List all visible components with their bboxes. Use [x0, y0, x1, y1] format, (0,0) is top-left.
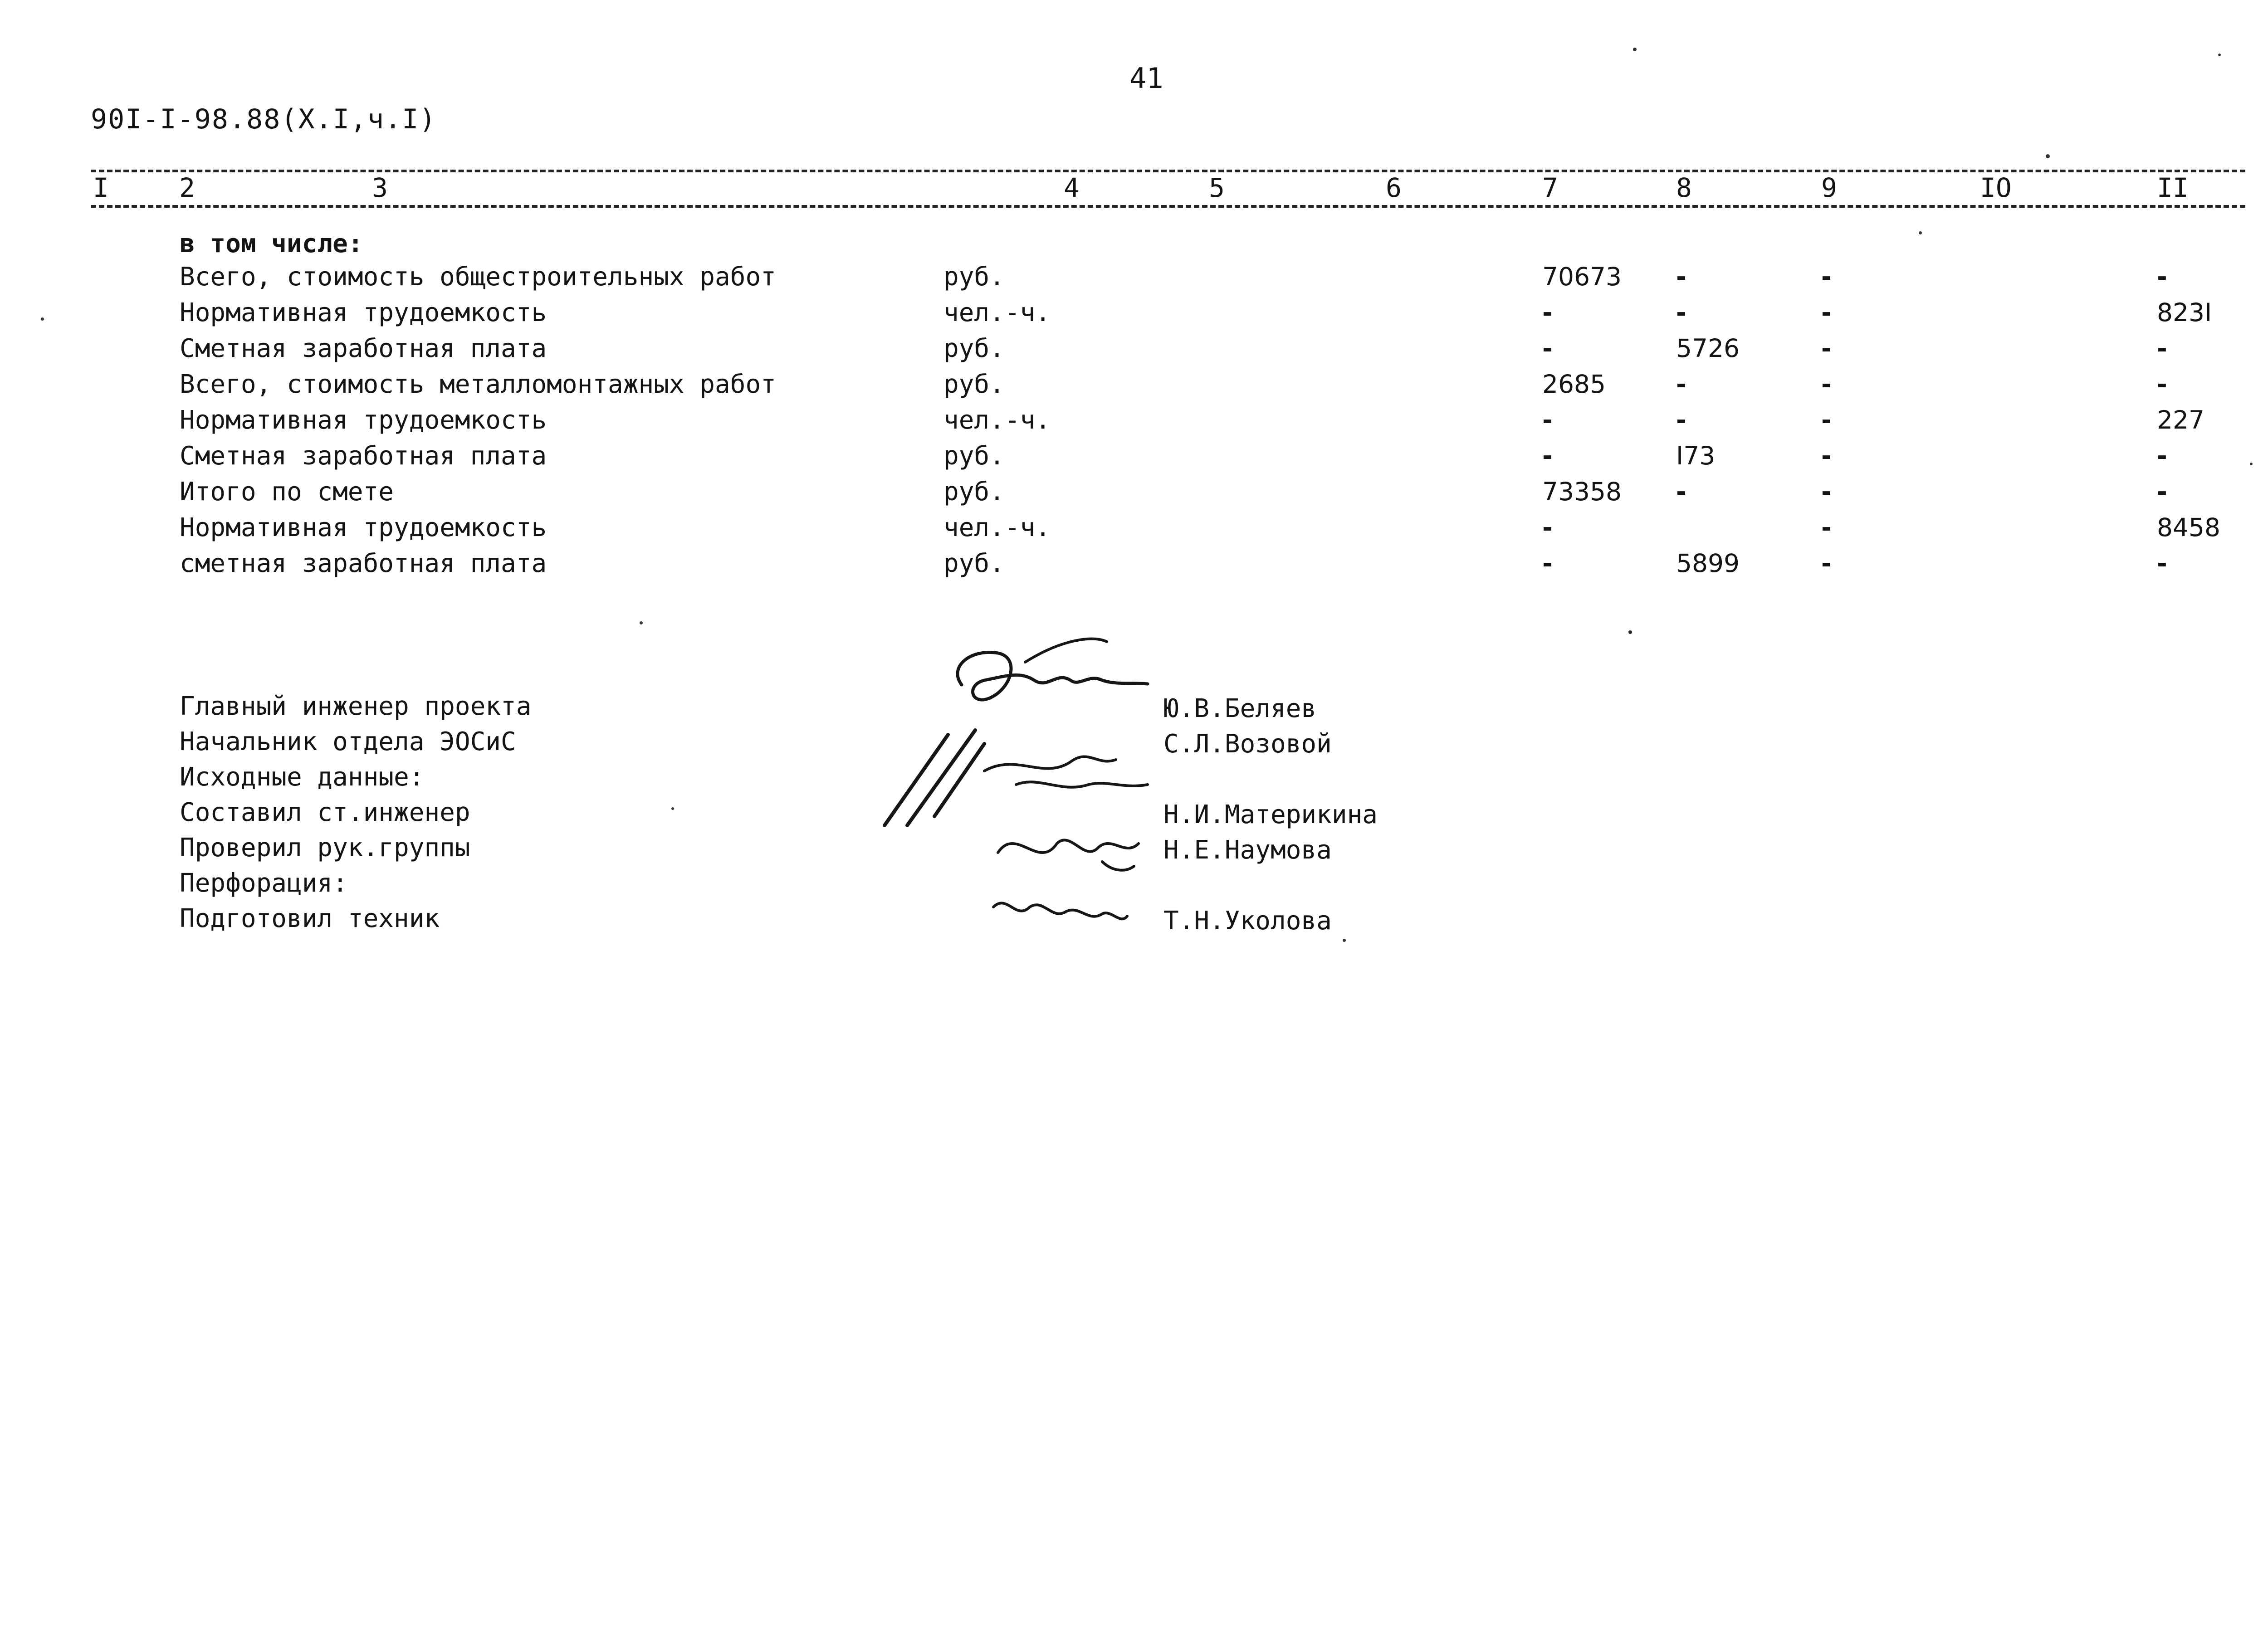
cell-col9: - — [1821, 513, 1832, 542]
section-heading: в том числе: — [180, 229, 363, 259]
table-bottom-rule — [91, 205, 2245, 208]
cell-col7: - — [1542, 513, 1553, 542]
column-number: 5 — [1209, 172, 1225, 203]
row-label: Нормативная трудоемкость — [180, 405, 547, 435]
row-unit: чел.-ч. — [943, 405, 1051, 435]
cell-col8: - — [1676, 405, 1686, 434]
cell-col11: - — [2157, 262, 2167, 291]
row-label: Итого по смете — [180, 477, 394, 507]
scan-speck — [2046, 154, 2050, 158]
cell-col7: - — [1542, 298, 1553, 327]
cell-col11: 227 — [2157, 405, 2204, 434]
column-number: 4 — [1064, 172, 1080, 203]
cell-col7: - — [1542, 405, 1553, 434]
role-chief-engineer: Главный инженер проекта — [180, 692, 532, 721]
column-number: 3 — [372, 172, 388, 203]
cell-col11: - — [2157, 477, 2167, 506]
scan-speck — [1919, 231, 1922, 234]
scan-speck — [640, 621, 643, 624]
column-number: 6 — [1386, 172, 1402, 203]
row-unit: чел.-ч. — [943, 513, 1051, 542]
column-number: 8 — [1676, 172, 1692, 203]
row-label: Всего, стоимость общестроительных работ — [180, 262, 776, 292]
row-label: Всего, стоимость металломонтажных работ — [180, 370, 776, 399]
cell-col11: - — [2157, 334, 2167, 363]
cell-col8: - — [1676, 370, 1686, 399]
column-number: IO — [1980, 172, 2012, 203]
column-number: 9 — [1821, 172, 1837, 203]
role-source-data: Исходные данные: — [180, 762, 425, 792]
cell-col9: - — [1821, 262, 1832, 291]
row-unit: руб. — [943, 549, 1005, 578]
cell-col7: 70673 — [1542, 262, 1622, 291]
signature-checked-by — [989, 816, 1152, 880]
scan-speck — [671, 807, 674, 810]
cell-col7: - — [1542, 441, 1553, 470]
column-number: II — [2157, 172, 2189, 203]
cell-col7: 73358 — [1542, 477, 1622, 506]
role-prepared-by: Подготовил техник — [180, 904, 440, 933]
row-unit: руб. — [943, 262, 1005, 292]
cell-col9: - — [1821, 441, 1832, 470]
cell-col9: - — [1821, 370, 1832, 399]
name-department-head: С.Л.Возовой — [1163, 729, 1332, 759]
column-number: 7 — [1542, 172, 1558, 203]
scan-speck — [41, 317, 44, 321]
role-punching: Перфорация: — [180, 868, 348, 898]
cell-col9: - — [1821, 549, 1832, 578]
cell-col11: - — [2157, 441, 2167, 470]
scan-speck — [2218, 54, 2221, 56]
signature-prepared-by — [989, 889, 1134, 943]
cell-col8: - — [1676, 298, 1686, 327]
row-label: сметная заработная плата — [180, 549, 547, 578]
cell-col8: - — [1676, 262, 1686, 291]
row-unit: руб. — [943, 477, 1005, 507]
row-unit: руб. — [943, 441, 1005, 471]
role-compiled-by: Составил ст.инженер — [180, 798, 470, 827]
signature-chief-engineer — [943, 630, 1170, 721]
row-label: Сметная заработная плата — [180, 334, 547, 363]
row-label: Нормативная трудоемкость — [180, 513, 547, 542]
cell-col7: - — [1542, 334, 1553, 363]
scan-speck — [1633, 48, 1637, 51]
row-unit: чел.-ч. — [943, 298, 1051, 327]
column-number: I — [93, 172, 109, 203]
name-checked-by: Н.Е.Наумова — [1163, 835, 1332, 865]
page-number: 41 — [1129, 62, 1163, 95]
cell-col8: 5899 — [1676, 549, 1740, 578]
cell-col11: 823I — [2157, 298, 2212, 327]
cell-col7: - — [1542, 549, 1553, 578]
document-code: 90I-I-98.88(X.I,ч.I) — [91, 103, 437, 135]
row-unit: руб. — [943, 334, 1005, 363]
cell-col7: 2685 — [1542, 370, 1606, 399]
row-unit: руб. — [943, 370, 1005, 399]
cell-col9: - — [1821, 477, 1832, 506]
role-department-head: Начальник отдела ЭОСиС — [180, 727, 516, 756]
row-label: Сметная заработная плата — [180, 441, 547, 471]
cell-col8: 5726 — [1676, 334, 1740, 363]
cell-col11: - — [2157, 549, 2167, 578]
column-number: 2 — [179, 172, 195, 203]
table-top-rule — [91, 170, 2245, 172]
cell-col9: - — [1821, 298, 1832, 327]
cell-col9: - — [1821, 405, 1832, 434]
role-checked-by: Проверил рук.группы — [180, 833, 470, 863]
cell-col11: 8458 — [2157, 513, 2220, 542]
name-compiled-by: Н.И.Материкина — [1163, 800, 1378, 829]
cell-col8: I73 — [1676, 441, 1716, 470]
cell-col9: - — [1821, 334, 1832, 363]
cell-col8: - — [1676, 477, 1686, 506]
name-prepared-by: Т.Н.Уколова — [1163, 906, 1332, 936]
scan-speck — [1628, 630, 1632, 634]
cell-col11: - — [2157, 370, 2167, 399]
scan-speck — [1343, 939, 1346, 942]
name-chief-engineer: Ю.В.Беляев — [1163, 694, 1317, 723]
row-label: Нормативная трудоемкость — [180, 298, 547, 327]
scan-speck — [2250, 463, 2253, 465]
